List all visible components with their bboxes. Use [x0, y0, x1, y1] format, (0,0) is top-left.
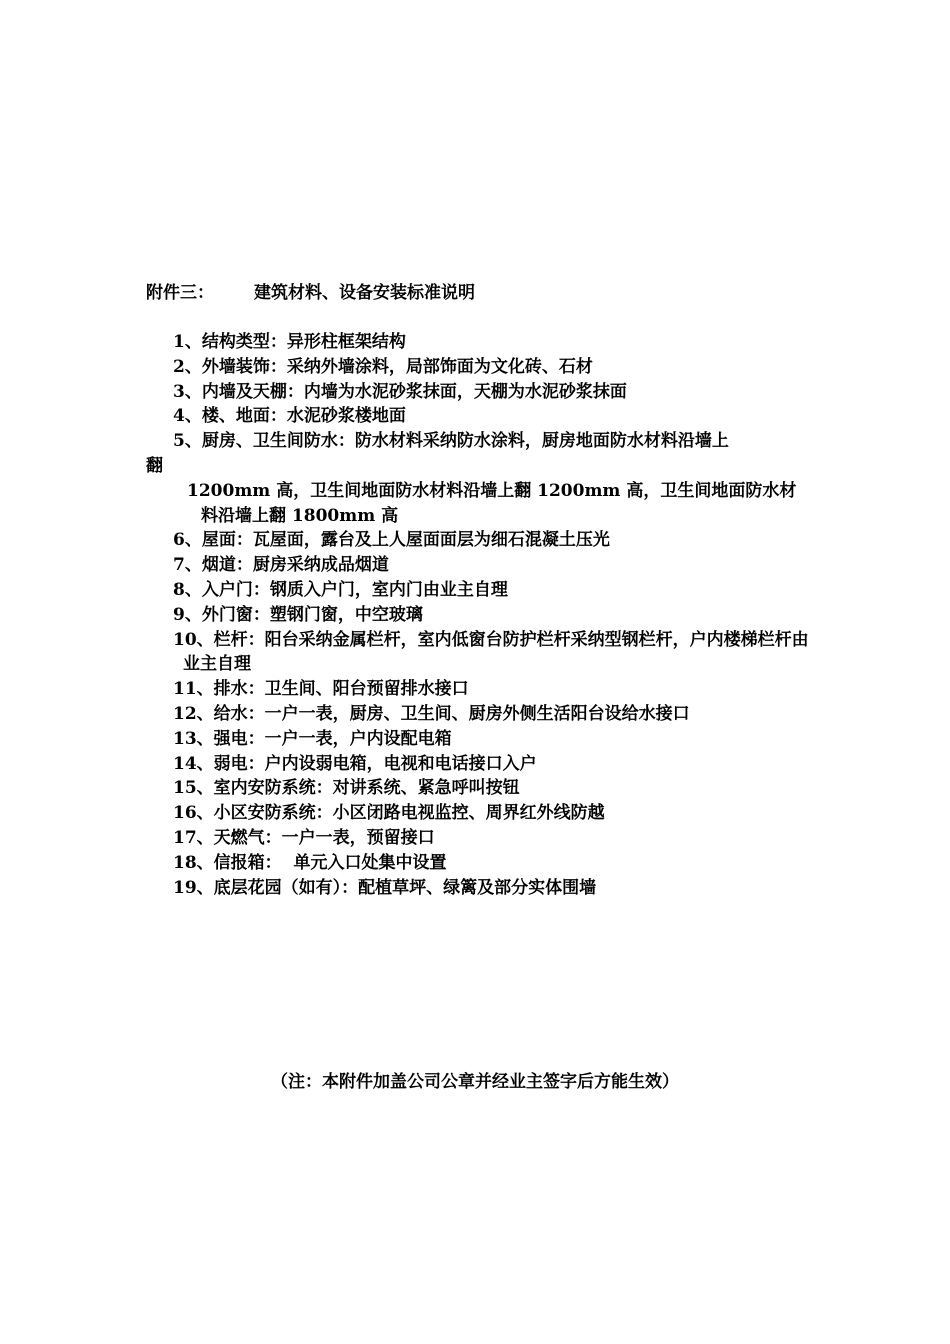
list-item: 14、弱电：户内设弱电箱，电视和电话接口入户 [173, 753, 537, 774]
list-item: 1、结构类型：异形柱框架结构 [173, 332, 406, 352]
standards-list [146, 330, 811, 900]
list-item: 11、排水：卫生间、阳台预留排水接口 [173, 679, 469, 700]
list-item: 9、外门窗：塑钢门窗，中空玻璃 [173, 604, 423, 625]
list-item: 6、屋面：瓦屋面，露台及上人屋面面层为细石混凝土压光 [173, 530, 610, 551]
list-item: 17、天燃气：一户一表，预留接口 [173, 827, 435, 848]
list-item: 16、小区安防系统：小区闭路电视监控、周界红外线防越 [173, 803, 605, 824]
list-item: 15、室内安防系统：对讲系统、紧急呼叫按钮 [173, 778, 520, 799]
list-item: 2、外墙装饰：采纳外墙涂料，局部饰面为文化砖、石材 [173, 356, 593, 377]
list-item: 1200mm 高，卫生间地面防水材料沿墙上翻 1200mm 高，卫生间地面防水材料沿墙上翻 1800mm 高 [187, 480, 797, 526]
list-item: 13、强电：一户一表，户内设配电箱 [173, 728, 452, 749]
list-item: 18、信报箱： 单元入口处集中设置 [173, 852, 447, 873]
list-item: 10、栏杆：阳台采纳金属栏杆，室内低窗台防护栏杆采纳型钢栏杆，户内楼梯栏杆由业主自理 [173, 629, 809, 675]
list-item: 12、给水：一户一表，厨房、卫生间、厨房外侧生活阳台设给水接口 [173, 703, 690, 724]
list-item-wrap: 翻 [146, 455, 163, 476]
list-item: 4、楼、地面：水泥砂浆楼地面 [173, 406, 406, 427]
list-item: 8、入户门：钢质入户门，室内门由业主自理 [173, 579, 508, 600]
document-title: 建筑材料、设备安装标准说明 [254, 283, 475, 303]
list-item: 5、厨房、卫生间防水：防水材料采纳防水涂料，厨房地面防水材料沿墙上 [173, 431, 729, 452]
attachment-label: 附件三： [146, 283, 214, 303]
list-item: 7、烟道：厨房采纳成品烟道 [173, 555, 389, 576]
list-item: 19、底层花园（如有）：配植草坪、绿篱及部分实体围墙 [173, 877, 597, 898]
footnote: （注：本附件加盖公司公章并经业主签字后方能生效） [271, 1072, 679, 1092]
document-heading [146, 282, 475, 304]
list-item: 3、内墙及天棚：内墙为水泥砂浆抹面，天棚为水泥砂浆抹面 [173, 381, 627, 402]
